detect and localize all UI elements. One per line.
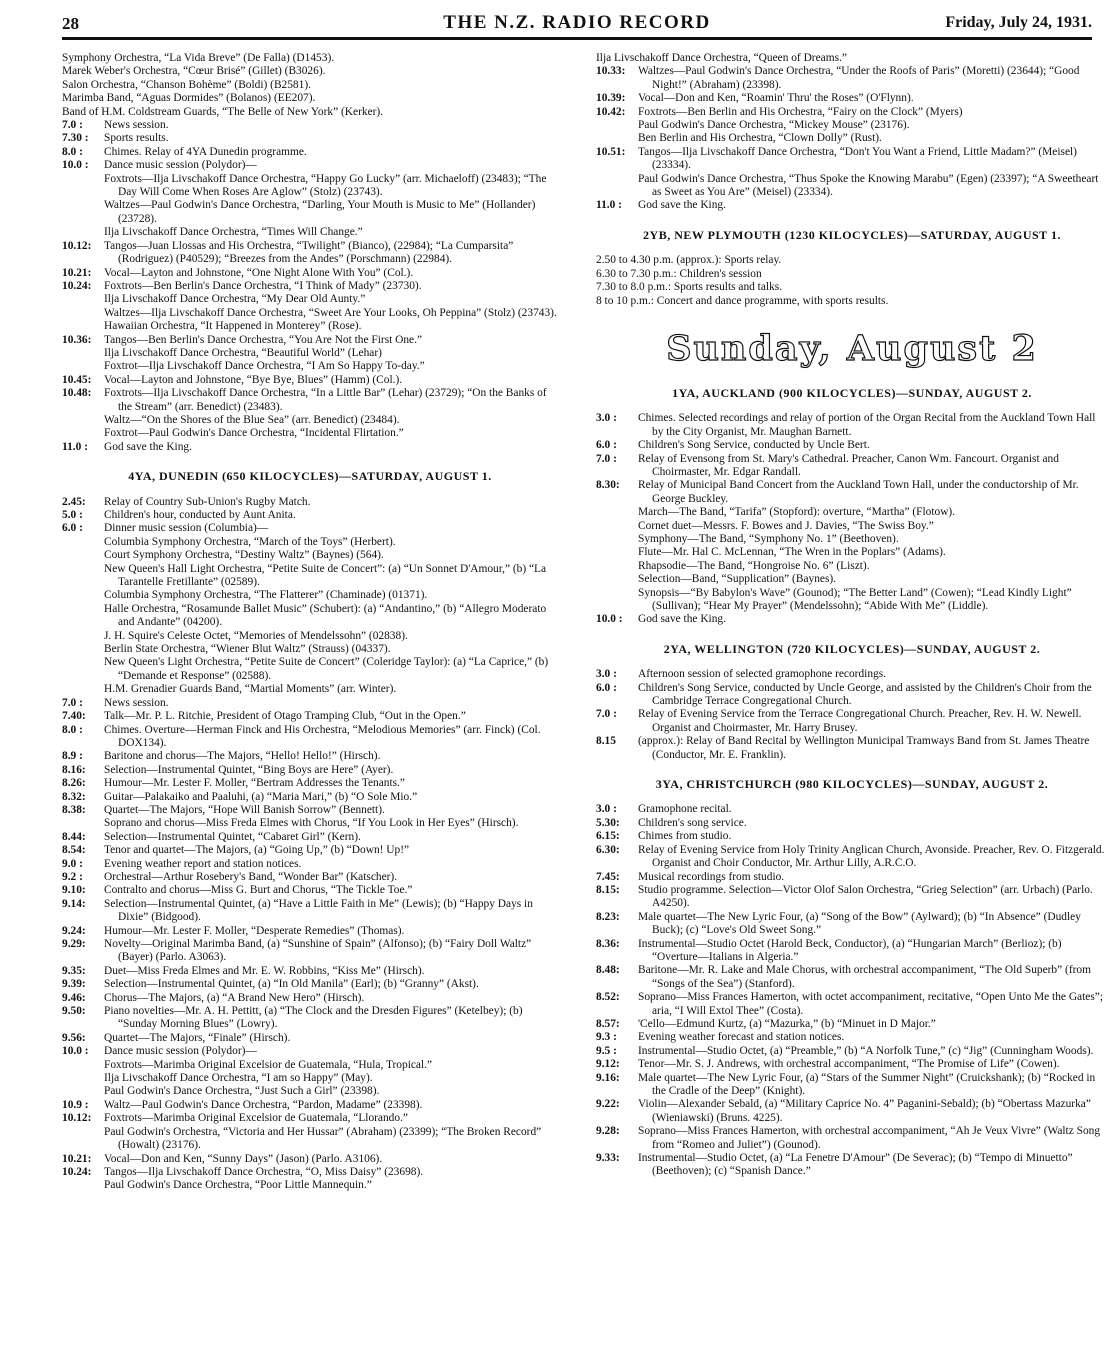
- programme-entry: [62, 146, 558, 159]
- entry-line: Ilja Livschakoff Dance Orchestra, “Queen of Dreams.”: [596, 52, 847, 64]
- entry-line: Marek Weber's Orchestra, “Cœur Brisé” (Gillet) (B3026).: [62, 65, 326, 78]
- entry-line: Gramophone recital.: [638, 803, 732, 816]
- entry-line: Children's song service.: [638, 816, 747, 829]
- programme-entry: [62, 965, 558, 978]
- entry-line: Vocal—Layton and Johnstone, “Bye Bye, Blues” (Hamm) (Col.).: [104, 373, 403, 386]
- entry-line: Hawaiian Orchestra, “It Happened in Monterey” (Rose).: [104, 320, 362, 333]
- programme-entry: [62, 710, 558, 723]
- issue-date: Friday, July 24, 1931.: [945, 14, 1092, 31]
- entry-line: Ilja Livschakoff Dance Orchestra, “I am so Happy” (May).: [104, 1072, 373, 1085]
- entry-time: 3.0 :: [596, 412, 617, 425]
- entry-line: Flute—Mr. Hal C. McLennan, “The Wren in the Poplars” (Adams).: [638, 546, 946, 559]
- station-heading: 1YA, AUCKLAND (900 KILOCYCLES)—SUNDAY, AUGUST 2.: [672, 385, 1032, 400]
- entry-time: 7.45:: [596, 870, 620, 883]
- entry-time: 8.30:: [596, 479, 620, 492]
- entry-time: 10.21:: [62, 266, 92, 279]
- entry-line: New Queen's Hall Light Orchestra, “Petite Suite de Concert”: (a) “Un Sonnet D'Amour,” (b) “La Tarantelle Fretillante” (02589).: [104, 562, 547, 589]
- programme-entry: [62, 132, 558, 145]
- entry-time: 10.21:: [62, 1152, 92, 1165]
- entry-line: God save the King.: [638, 199, 726, 212]
- entry-line: Orchestral—Arthur Rosebery's Band, “Wonder Bar” (Katscher).: [104, 870, 398, 883]
- entry-time: 10.12:: [62, 1112, 92, 1125]
- entry-time: 9.50:: [62, 1005, 86, 1018]
- entry-line: Relay of Country Sub-Union's Rugby Match.: [104, 495, 311, 508]
- entry-line: Tangos—Juan Llossas and His Orchestra, “Twilight” (Bianco), (22984); “La Cumparsita” (Rodriguez) (P40529); “Breezes from the Andes” (Porschmann) (22984).: [104, 239, 514, 266]
- entry-line: Waltz—Paul Godwin's Dance Orchestra, “Pardon, Madame” (23398).: [104, 1098, 423, 1111]
- entry-line: Chimes. Overture—Herman Finck and His Orchestra, “Melodious Memories” (arr. Finck) (Col. DOX134).: [104, 723, 541, 749]
- station-heading: 4YA, DUNEDIN (650 KILOCYCLES)—SATURDAY, AUGUST 1.: [128, 469, 492, 484]
- programme-entry: [596, 884, 1108, 911]
- left-column: [62, 52, 558, 1193]
- entry-time: 10.42:: [596, 105, 626, 118]
- programme-entry: [62, 844, 558, 857]
- entry-time: 9.46:: [62, 991, 86, 1004]
- entry-line: Chimes. Relay of 4YA Dunedin programme.: [104, 145, 307, 158]
- entry-time: 9.3 :: [596, 1031, 617, 1044]
- programme-entry: [596, 735, 1108, 762]
- programme-entry: [62, 831, 558, 844]
- programme-entry: [62, 750, 558, 763]
- entry-time: 8.15:: [596, 883, 620, 896]
- entry-time: 8.57:: [596, 1017, 620, 1030]
- entry-line: Chimes. Selected recordings and relay of portion of the Organ Recital from the Auckland Town Hall by the City Organist, Mr. Maughan Barnett.: [638, 412, 1096, 438]
- programme-entry: [62, 374, 558, 387]
- entry-time: 8.54:: [62, 844, 86, 857]
- day-heading: Sunday, August 2: [666, 327, 1038, 369]
- programme-entry: [596, 613, 1108, 626]
- entry-line: Foxtrots—Ilja Livschakoff Dance Orchestra, “In a Little Bar” (Lehar) (23729); “On the Banks of the Stream” (arr. Benedict) (23483).: [104, 387, 547, 413]
- programme-entry: [62, 697, 558, 710]
- programme-entry: [62, 280, 558, 334]
- entry-time: 8.9 :: [62, 750, 83, 763]
- entry-line: Waltzes—Paul Godwin's Dance Orchestra, “Under the Roofs of Paris” (Moretti) (23644); “Good Night!” (Abraham) (23398).: [638, 65, 1080, 91]
- entry-time: 6.0 :: [596, 681, 617, 694]
- entry-line: Relay of Municipal Band Concert from the Auckland Town Hall, under the conductorship of Mr. George Buckley.: [638, 479, 1079, 505]
- entry-line: Duet—Miss Freda Elmes and Mr. E. W. Robbins, “Kiss Me” (Hirsch).: [104, 964, 425, 977]
- programme-entry: [596, 1045, 1108, 1058]
- entry-line: Male quartet—The New Lyric Four, (a) “Stars of the Summer Night” (Cruickshank); (b) “Rocked in the Cradle of the Deep” (Knight).: [638, 1071, 1096, 1097]
- entry-line: Halle Orchestra, “Rosamunde Ballet Music” (Schubert): (a) “Andantino,” (b) “Allegro Moderato and Andante” (04200).: [104, 602, 547, 629]
- entry-line: Quartet—The Majors, “Finale” (Hirsch).: [104, 1031, 291, 1044]
- programme-entry: [62, 764, 558, 777]
- entry-line: New Queen's Light Orchestra, “Petite Suite de Concert” (Coleridge Taylor): (a) “La Caprice,” (b) “Demande et Response” (02588).: [104, 656, 549, 682]
- entry-time: 9.29:: [62, 938, 86, 950]
- entry-line: Foxtrots—Ben Berlin's Dance Orchestra, “I Think of Mady” (23730).: [104, 279, 422, 292]
- programme-entry: [62, 267, 558, 280]
- programme-entry: [596, 1098, 1108, 1125]
- entry-time: 7.0 :: [596, 452, 617, 465]
- entry-time: 10.45:: [62, 373, 92, 386]
- entry-line: Selection—Instrumental Quintet, “Cabaret Girl” (Kern).: [104, 830, 361, 843]
- entry-time: 9.24:: [62, 924, 86, 937]
- entry-line: Waltzes—Ilja Livschakoff Dance Orchestra, “Sweet Are Your Looks, Oh Peppina” (Stolz) (23743).: [104, 306, 557, 319]
- programme-entry: [596, 682, 1108, 709]
- programme-entry: [62, 804, 558, 831]
- programme-entry: [596, 479, 1108, 613]
- entry-line: Ilja Livschakoff Dance Orchestra, “Beautiful World” (Lehar): [104, 346, 382, 359]
- programme-entry: [62, 884, 558, 897]
- programme-entry: [596, 412, 1108, 439]
- entry-line: (approx.): Relay of Band Recital by Wellington Municipal Tramways Band from St. James Theatre (Conductor, Mr. E. Franklin).: [638, 735, 1090, 761]
- entry-time: 6.0 :: [596, 439, 617, 452]
- entry-line: Dance music session (Polydor)—: [104, 1045, 257, 1058]
- entry-line: Contralto and chorus—Miss G. Burt and Chorus, “The Tickle Toe.”: [104, 884, 413, 897]
- entry-line: Tenor and quartet—The Majors, (a) “Going Up,” (b) “Down! Up!”: [104, 844, 410, 857]
- entry-line: 6.30 to 7.30 p.m.: Children's session: [596, 267, 762, 280]
- programme-entry: [596, 65, 1108, 92]
- entry-line: Quartet—The Majors, “Hope Will Banish Sorrow” (Bennett).: [104, 803, 385, 816]
- entry-time: 10.0 :: [62, 1045, 89, 1058]
- entry-line: Foxtrot—Ilja Livschakoff Dance Orchestra, “I Am So Happy To-day.”: [104, 360, 425, 373]
- entry-line: Dance music session (Polydor)—: [104, 159, 257, 172]
- entry-line: Columbia Symphony Orchestra, “The Flatterer” (Chaminade) (01371).: [104, 589, 428, 602]
- page-number: 28: [62, 14, 79, 33]
- entry-time: 8.0 :: [62, 723, 83, 736]
- entry-line: Berlin State Orchestra, “Wiener Blut Waltz” (Strauss) (04337).: [104, 643, 391, 656]
- entry-time: 8.48:: [596, 964, 620, 977]
- entry-line: Paul Godwin's Dance Orchestra, “Thus Spoke the Knowing Marabu” (Egen) (23397); “A Sweetheart as Sweet as You Are” (Meisel) (23334).: [638, 172, 1099, 199]
- programme-entry: [62, 724, 558, 751]
- entry-line: 'Cello—Edmund Kurtz, (a) “Mazurka,” (b) “Minuet in D Major.”: [638, 1017, 936, 1030]
- programme-entry: [596, 817, 1108, 830]
- entry-time: 7.30 :: [62, 132, 89, 145]
- entry-line: Ilja Livschakoff Dance Orchestra, “My Dear Old Aunty.”: [104, 293, 366, 306]
- publication-title: THE N.Z. RADIO RECORD: [443, 12, 711, 33]
- entry-time: 10.48:: [62, 387, 92, 400]
- entry-line: Foxtrots—Marimba Original Excelsior de Guatemala, “Llorando.”: [104, 1112, 408, 1125]
- entry-line: Evening weather forecast and station notices.: [638, 1031, 845, 1044]
- right-column: [596, 52, 1108, 1179]
- programme-entry: [596, 453, 1108, 480]
- entry-time: 11.0 :: [62, 440, 88, 453]
- entry-line: Tangos—Ilja Livschakoff Dance Orchestra, “O, Miss Daisy” (23698).: [104, 1165, 424, 1178]
- station-heading: 2YB, NEW PLYMOUTH (1230 KILOCYCLES)—SATURDAY, AUGUST 1.: [643, 227, 1061, 242]
- programme-entry: [62, 119, 558, 132]
- entry-time: 8.15: [596, 735, 616, 748]
- entry-line: Symphony Orchestra, “La Vida Breve” (De Falla) (D1453).: [62, 52, 335, 64]
- programme-entry: [596, 668, 1108, 681]
- entry-line: Band of H.M. Coldstream Guards, “The Belle of New York” (Kerker).: [62, 105, 384, 118]
- programme-entry: [62, 522, 558, 696]
- page-header: [62, 12, 1092, 36]
- programme-entry: [596, 991, 1108, 1018]
- entry-time: 9.35:: [62, 964, 86, 977]
- entry-time: 7.0 :: [62, 119, 83, 132]
- programme-entry: [596, 52, 1108, 65]
- entry-line: Ilja Livschakoff Dance Orchestra, “Times Will Change.”: [104, 226, 363, 239]
- entry-time: 10.39:: [596, 92, 626, 105]
- entry-time: 8.44:: [62, 830, 86, 843]
- programme-entry: [62, 858, 558, 871]
- entry-line: Foxtrots—Marimba Original Excelsior de Guatemala, “Hula, Tropical.”: [104, 1058, 433, 1071]
- entry-line: Musical recordings from studio.: [638, 870, 785, 883]
- entry-time: 8.36:: [596, 937, 620, 950]
- programme-entry: [62, 898, 558, 925]
- programme-entry: [62, 1032, 558, 1045]
- entry-line: God save the King.: [104, 440, 192, 453]
- entry-line: Tangos—Ben Berlin's Dance Orchestra, “You Are Not the First One.”: [104, 333, 423, 346]
- entry-line: News session.: [104, 696, 169, 709]
- entry-line: Marimba Band, “Aguas Dormides” (Bolanos) (EE207).: [62, 92, 316, 105]
- programme-entry: [62, 240, 558, 267]
- programme-entry: [596, 1018, 1108, 1031]
- entry-line: God save the King.: [638, 613, 726, 626]
- programme-entry: [596, 844, 1108, 871]
- entry-time: 5.30:: [596, 816, 620, 829]
- programme-entry: [596, 1072, 1108, 1099]
- entry-line: Children's Song Service, conducted by Uncle Bert.: [638, 439, 870, 452]
- entry-line: 8 to 10 p.m.: Concert and dance programme, with sports results.: [596, 294, 889, 307]
- entry-time: 8.16:: [62, 763, 86, 776]
- programme-entry: [596, 254, 1108, 308]
- header-rule: [62, 37, 1092, 40]
- entry-line: Ben Berlin and His Orchestra, “Clown Dolly” (Rust).: [638, 132, 882, 145]
- entry-time: 8.52:: [596, 991, 620, 1004]
- entry-line: Humour—Mr. Lester F. Moller, “Bertram Addresses the Tenants.”: [104, 777, 405, 790]
- entry-line: Selection—Instrumental Quintet, (a) “Have a Little Faith in Me” (Lewis); (b) “Happy Days in Dixie” (Bidgood).: [104, 897, 533, 924]
- entry-line: Evening weather report and station notices.: [104, 857, 302, 870]
- entry-line: Guitar—Palakaiko and Paaluhi, (a) “Maria Mari,” (b) “O Sole Mio.”: [104, 790, 418, 803]
- programme-entry: [596, 871, 1108, 884]
- programme-entry: [62, 509, 558, 522]
- station-heading: 2YA, WELLINGTON (720 KILOCYCLES)—SUNDAY, AUGUST 2.: [663, 641, 1041, 656]
- programme-entry: [62, 1005, 558, 1032]
- entry-time: 6.30:: [596, 843, 620, 856]
- entry-line: Soprano and chorus—Miss Freda Elmes with Chorus, “If You Look in Her Eyes” (Hirsch).: [104, 817, 519, 830]
- entry-line: Paul Godwin's Dance Orchestra, “Just Such a Girl” (23398).: [104, 1085, 380, 1098]
- entry-line: 2.50 to 4.30 p.m. (approx.): Sports relay.: [596, 254, 782, 267]
- entry-time: 9.22:: [596, 1098, 620, 1111]
- entry-time: 10.33:: [596, 65, 626, 78]
- programme-entry: [62, 978, 558, 991]
- entry-line: March—The Band, “Tarifa” (Stopford): overture, “Martha” (Flotow).: [638, 506, 956, 519]
- entry-time: 10.24:: [62, 279, 92, 292]
- programme-entry: [596, 803, 1108, 816]
- entry-time: 9.0 :: [62, 857, 83, 870]
- programme-entry: [62, 1153, 558, 1166]
- entry-line: Foxtrots—Ilja Livschakoff Dance Orchestra, “Happy Go Lucky” (arr. Michaeloff) (23483); “The Day Will Come When Roses Are Aglow” (Stolz) (23743).: [104, 172, 547, 199]
- programme-entry: [62, 1112, 558, 1152]
- entry-line: Sports results.: [104, 132, 169, 145]
- entry-time: 6.0 :: [62, 522, 83, 535]
- entry-time: 10.24:: [62, 1165, 92, 1178]
- entry-time: 10.0 :: [62, 159, 89, 172]
- programme-entry: [596, 199, 1108, 212]
- entry-time: 3.0 :: [596, 668, 617, 681]
- entry-line: Waltz—“On the Shores of the Blue Sea” (arr. Benedict) (23484).: [104, 413, 400, 426]
- entry-line: Soprano—Miss Frances Hamerton, with octet accompaniment, recitative, “Open Unto Me the Gates”; aria, “I Will Extol Thee” (Costa).: [638, 991, 1103, 1017]
- entry-line: Studio programme. Selection—Victor Olof Salon Orchestra, “Grieg Selection” (arr. Urbach) (Parlo. A4250).: [638, 883, 1093, 910]
- entry-time: 9.12:: [596, 1058, 620, 1071]
- entry-time: 9.10:: [62, 884, 86, 897]
- entry-time: 9.56:: [62, 1031, 86, 1044]
- entry-time: 10.0 :: [596, 613, 623, 626]
- entry-line: J. H. Squire's Celeste Octet, “Memories of Mendelssohn” (02838).: [104, 629, 408, 642]
- entry-time: 2.45:: [62, 495, 86, 508]
- programme-entry: [62, 496, 558, 509]
- entry-time: 9.39:: [62, 978, 86, 991]
- entry-time: 9.2 :: [62, 870, 83, 883]
- programme-entry: [596, 708, 1108, 735]
- entry-line: Male quartet—The New Lyric Four, (a) “Song of the Bow” (Aylward); (b) “In Absence” (Dudley Buck); (c) “Love's Old Sweet Song.”: [638, 910, 1081, 937]
- entry-line: Selection—Instrumental Quintet, “Bing Boys are Here” (Ayer).: [104, 763, 394, 776]
- entry-time: 8.38:: [62, 803, 86, 816]
- entry-line: Relay of Evening Service from Holy Trinity Anglican Church, Avonside. Preacher, Rev. O. Fitzgerald. Organist and Choir Conductor, Mr. Arthur Lilly, A.R.C.O.: [638, 843, 1105, 870]
- programme-entry: [62, 1099, 558, 1112]
- entry-time: 3.0 :: [596, 803, 617, 816]
- programme-entry: [62, 992, 558, 1005]
- entry-time: 7.40:: [62, 710, 86, 723]
- station-heading: 3YA, CHRISTCHURCH (980 KILOCYCLES)—SUNDAY, AUGUST 2.: [655, 777, 1049, 792]
- entry-time: 9.16:: [596, 1071, 620, 1084]
- entry-time: 5.0 :: [62, 509, 83, 521]
- entry-line: Court Symphony Orchestra, “Destiny Waltz” (Baynes) (564).: [104, 549, 384, 562]
- programme-entry: [62, 925, 558, 938]
- programme-entry: [596, 92, 1108, 105]
- entry-time: 8.32:: [62, 790, 86, 803]
- entry-line: Foxtrot—Paul Godwin's Dance Orchestra, “Incidental Flirtation.”: [104, 427, 404, 440]
- programme-entry: [596, 106, 1108, 146]
- programme-entry: [62, 777, 558, 790]
- programme-entry: [62, 159, 558, 239]
- programme-entry: [596, 1058, 1108, 1071]
- entry-line: Baritone—Mr. R. Lake and Male Chorus, with orchestral accompaniment, “The Old Superb” (from “Songs of the Sea”) (Stanford).: [638, 964, 1091, 990]
- programme-entry: [596, 1031, 1108, 1044]
- entry-line: Children's Song Service, conducted by Uncle George, and assisted by the Children's Choir from the Cambridge Terrace Congregational Church.: [638, 681, 1092, 708]
- entry-line: Tenor—Mr. S. J. Andrews, with orchestral accompaniment, “The Promise of Life” (Cowen).: [638, 1058, 1060, 1071]
- entry-line: Vocal—Don and Ken, “Sunny Days” (Jason) (Parlo. A3106).: [104, 1152, 383, 1165]
- entry-line: Salon Orchestra, “Chanson Bohème” (Boldi) (B2581).: [62, 78, 311, 91]
- entry-line: Vocal—Don and Ken, “Roamin' Thru' the Roses” (O'Flynn).: [638, 92, 914, 105]
- entry-line: Tangos—Ilja Livschakoff Dance Orchestra, “Don't You Want a Friend, Little Madam?” (Meisel) (23334).: [638, 145, 1077, 172]
- entry-time: 7.0 :: [596, 708, 617, 721]
- entry-line: H.M. Grenadier Guards Band, “Martial Moments” (arr. Winter).: [104, 683, 397, 696]
- entry-line: Violin—Alexander Sebald, (a) “Military Caprice No. 4” Paganini-Sebald); (b) “Obertass Mazurka” (Wieniawski) (Bruns. 4225).: [638, 1098, 1091, 1124]
- programme-entry: [596, 146, 1108, 200]
- entry-line: Waltzes—Paul Godwin's Dance Orchestra, “Darling, Your Mouth is Music to Me” (Hollander) (23728).: [104, 199, 536, 225]
- entry-line: Novelty—Original Marimba Band, (a) “Sunshine of Spain” (Alfonso); (b) “Fairy Doll Waltz” (Bayer) (Parlo. A3063).: [104, 938, 532, 964]
- programme-entry: [596, 964, 1108, 991]
- programme-entry: [62, 871, 558, 884]
- entry-line: Selection—Instrumental Quintet, (a) “In Old Manila” (Earl); (b) “Granny” (Akst).: [104, 978, 479, 991]
- entry-line: Paul Godwin's Dance Orchestra, “Poor Little Mannequin.”: [104, 1179, 372, 1192]
- entry-time: 10.9 :: [62, 1098, 89, 1111]
- entry-line: Humour—Mr. Lester F. Moller, “Desperate Remedies” (Thomas).: [104, 924, 405, 937]
- entry-line: Rhapsodie—The Band, “Hongroise No. 6” (Liszt).: [638, 559, 870, 572]
- entry-line: Instrumental—Studio Octet, (a) “La Fenetre D'Amour” (De Severac); (b) “Tempo di Minuetto” (Beethoven); (c) “Spanish Dance.”: [638, 1152, 1073, 1178]
- entry-time: 7.0 :: [62, 696, 83, 709]
- entry-line: Piano novelties—Mr. A. H. Pettitt, (a) “The Clock and the Dresden Figures” (Ketelbey); (b) “Sunday Morning Blues” (Lowry).: [104, 1005, 523, 1031]
- programme-entry: [62, 387, 558, 441]
- entry-line: Children's hour, conducted by Aunt Anita.: [104, 509, 296, 521]
- entry-line: Talk—Mr. P. L. Ritchie, President of Otago Tramping Club, “Out in the Open.”: [104, 710, 466, 723]
- entry-line: Instrumental—Studio Octet (Harold Beck, Conductor), (a) “Hungarian March” (Berlioz); (b) “Overture—Italians in Algeria.”: [638, 937, 1062, 963]
- entry-line: Afternoon session of selected gramophone recordings.: [638, 668, 886, 681]
- entry-time: 8.0 :: [62, 145, 83, 158]
- entry-time: 6.15:: [596, 830, 620, 843]
- programme-entry: [596, 938, 1108, 965]
- programme-entry: [596, 1152, 1108, 1179]
- entry-time: 9.28:: [596, 1125, 620, 1138]
- entry-line: Chimes from studio.: [638, 830, 732, 843]
- programme-entry: [596, 830, 1108, 843]
- entry-time: 8.23:: [596, 910, 620, 923]
- entry-line: Paul Godwin's Dance Orchestra, “Mickey Mouse” (23176).: [638, 119, 910, 132]
- entry-line: Cornet duet—Messrs. F. Bowes and J. Davies, “The Swiss Boy.”: [638, 519, 934, 532]
- entry-line: Foxtrots—Ben Berlin and His Orchestra, “Fairy on the Clock” (Myers): [638, 105, 963, 118]
- entry-line: Columbia Symphony Orchestra, “March of the Toys” (Herbert).: [104, 535, 396, 548]
- entry-time: 9.33:: [596, 1152, 620, 1165]
- entry-line: Instrumental—Studio Octet, (a) “Preamble,” (b) “A Norfolk Tune,” (c) “Jig” (Cunningham Woods).: [638, 1044, 1094, 1057]
- entry-time: 9.14:: [62, 897, 86, 910]
- entry-time: 10.36:: [62, 333, 92, 346]
- entry-line: Chorus—The Majors, (a) “A Brand New Hero” (Hirsch).: [104, 991, 365, 1004]
- entry-time: 8.26:: [62, 777, 86, 790]
- entry-line: Synopsis—“By Babylon's Wave” (Gounod); “The Better Land” (Cowen); “Lead Kindly Light” (Sullivan); “Hear My Prayer” (Mendelssohn); “Abide With Me” (Liddle).: [638, 586, 1072, 612]
- programme-entry: [62, 938, 558, 965]
- entry-line: Dinner music session (Columbia)—: [104, 522, 269, 535]
- entry-time: 10.12:: [62, 239, 92, 252]
- programme-entry: [62, 1045, 558, 1099]
- entry-line: Symphony—The Band, “Symphony No. 1” (Beethoven).: [638, 532, 899, 545]
- programme-entry: [62, 791, 558, 804]
- entry-line: Soprano—Miss Frances Hamerton, with orchestral accompaniment, “Ah Je Veux Vivre” (Waltz Song from “Romeo and Juliet”) (Gounod).: [638, 1125, 1101, 1151]
- entry-line: Baritone and chorus—The Majors, “Hello! Hello!” (Hirsch).: [104, 750, 381, 763]
- entry-line: Paul Godwin's Orchestra, “Victoria and Her Hussar” (Abraham) (23399); “The Broken Record” (Howalt) (23176).: [104, 1125, 542, 1152]
- programme-entry: [62, 441, 558, 454]
- entry-line: Vocal—Layton and Johnstone, “One Night Alone With You” (Col.).: [104, 266, 414, 279]
- entry-line: Relay of Evening Service from the Terrace Congregational Church. Preacher, Rev. H. W. Newell. Organist and Choirmaster, Mr. Harry Brusey.: [638, 708, 1082, 734]
- entry-line: Relay of Evensong from St. Mary's Cathedral. Preacher, Canon Wm. Fancourt. Organist and Choirmaster, Mr. Edgar Randall.: [638, 452, 1059, 478]
- programme-entry: [62, 52, 558, 119]
- programme-entry: [62, 1166, 558, 1193]
- entry-time: 11.0 :: [596, 199, 622, 212]
- entry-time: 10.51:: [596, 145, 626, 158]
- programme-entry: [596, 1125, 1108, 1152]
- entry-line: News session.: [104, 119, 169, 132]
- entry-line: Selection—Band, “Supplication” (Baynes).: [638, 573, 837, 586]
- programme-entry: [62, 334, 558, 374]
- programme-entry: [596, 439, 1108, 452]
- entry-line: 7.30 to 8.0 p.m.: Sports results and talks.: [596, 281, 783, 294]
- entry-time: 9.5 :: [596, 1044, 617, 1057]
- programme-entry: [596, 911, 1108, 938]
